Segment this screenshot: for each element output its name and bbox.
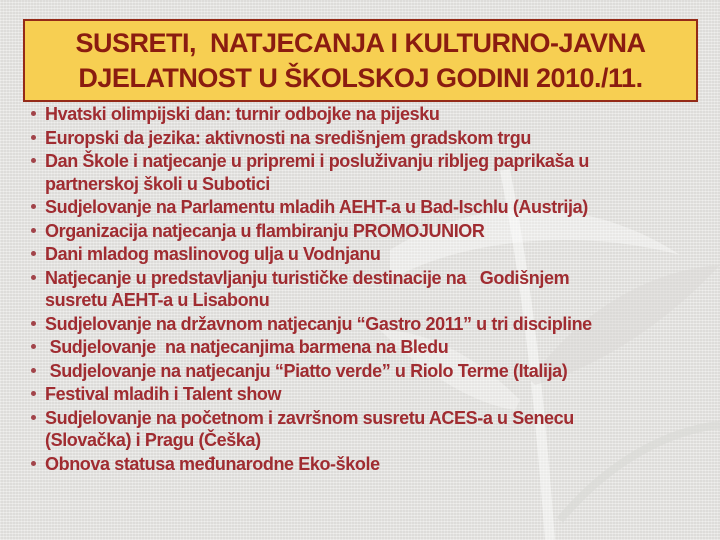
list-item — [45, 407, 714, 452]
bullet-line: Hvatski olimpijski dan: turnir odbojke na pijesku — [45, 104, 440, 124]
bullet-line: Dan Škole i natjecanje u pripremi i posluživanju ribljeg paprikaša u — [45, 151, 589, 171]
bullet-line: Natjecanje u predstavljanju turističke destinacije na Godišnjem — [45, 267, 570, 288]
list-item — [45, 103, 714, 126]
bullet-icon — [31, 275, 36, 280]
bullet-line: Europski da jezika: aktivnosti na središnjem gradskom trgu — [45, 127, 531, 148]
bullet-line: Organizacija natjecanja u flambiranju PROMOJUNIOR — [45, 220, 485, 241]
bullet-icon — [31, 344, 36, 349]
bullet-line: (Slovačka) i Pragu (Češka) — [45, 430, 261, 450]
bullet-line: Obnova statusa međunarodne Eko-škole — [45, 453, 380, 474]
list-item — [45, 336, 714, 359]
list-item — [45, 453, 714, 476]
list-item — [45, 127, 714, 150]
bullet-icon — [31, 415, 36, 420]
bullet-list — [0, 103, 720, 476]
bullet-icon — [31, 321, 36, 326]
list-item — [45, 313, 714, 336]
bullet-line: partnerskoj školi u Subotici — [45, 173, 270, 194]
list-item — [45, 150, 714, 195]
bullet-icon — [31, 228, 36, 233]
list-item — [45, 360, 714, 383]
bullet-icon — [31, 251, 36, 256]
bullet-line: Sudjelovanje na natjecanju “Piatto verde” u Riolo Terme (Italija) — [45, 360, 568, 381]
bullet-line: Dani mladog maslinovog ulja u Vodnjanu — [45, 244, 381, 264]
bullet-line: Sudjelovanje na Parlamentu mladih AEHT-a u Bad-Ischlu (Austrija) — [45, 197, 588, 217]
bullet-icon — [31, 368, 36, 373]
bullet-icon — [31, 391, 36, 396]
slide-title-line-1: SUSRETI, NATJECANJA I KULTURNO-JAVNA — [75, 27, 646, 58]
list-item — [45, 383, 714, 406]
list-item — [45, 243, 714, 266]
bullet-icon — [31, 158, 36, 163]
list-item — [45, 196, 714, 219]
bullet-icon — [31, 111, 36, 116]
list-item — [45, 220, 714, 243]
list-item — [45, 267, 714, 312]
bullet-line: Sudjelovanje na početnom i završnom susretu ACES-a u Senecu — [45, 407, 574, 428]
bullet-icon — [31, 461, 36, 466]
slide-title-line-2: DJELATNOST U ŠKOLSKOJ GODINI 2010./11. — [78, 62, 643, 93]
bullet-icon — [31, 135, 36, 140]
slide-title-box — [23, 19, 698, 102]
bullet-line: Sudjelovanje na državnom natjecanju “Gastro 2011” u tri discipline — [45, 313, 592, 334]
bullet-icon — [31, 204, 36, 209]
bullet-line: susretu AEHT-a u Lisabonu — [45, 290, 270, 310]
bullet-line: Festival mladih i Talent show — [45, 384, 282, 404]
bullet-line: Sudjelovanje na natjecanjima barmena na Bledu — [45, 337, 449, 357]
